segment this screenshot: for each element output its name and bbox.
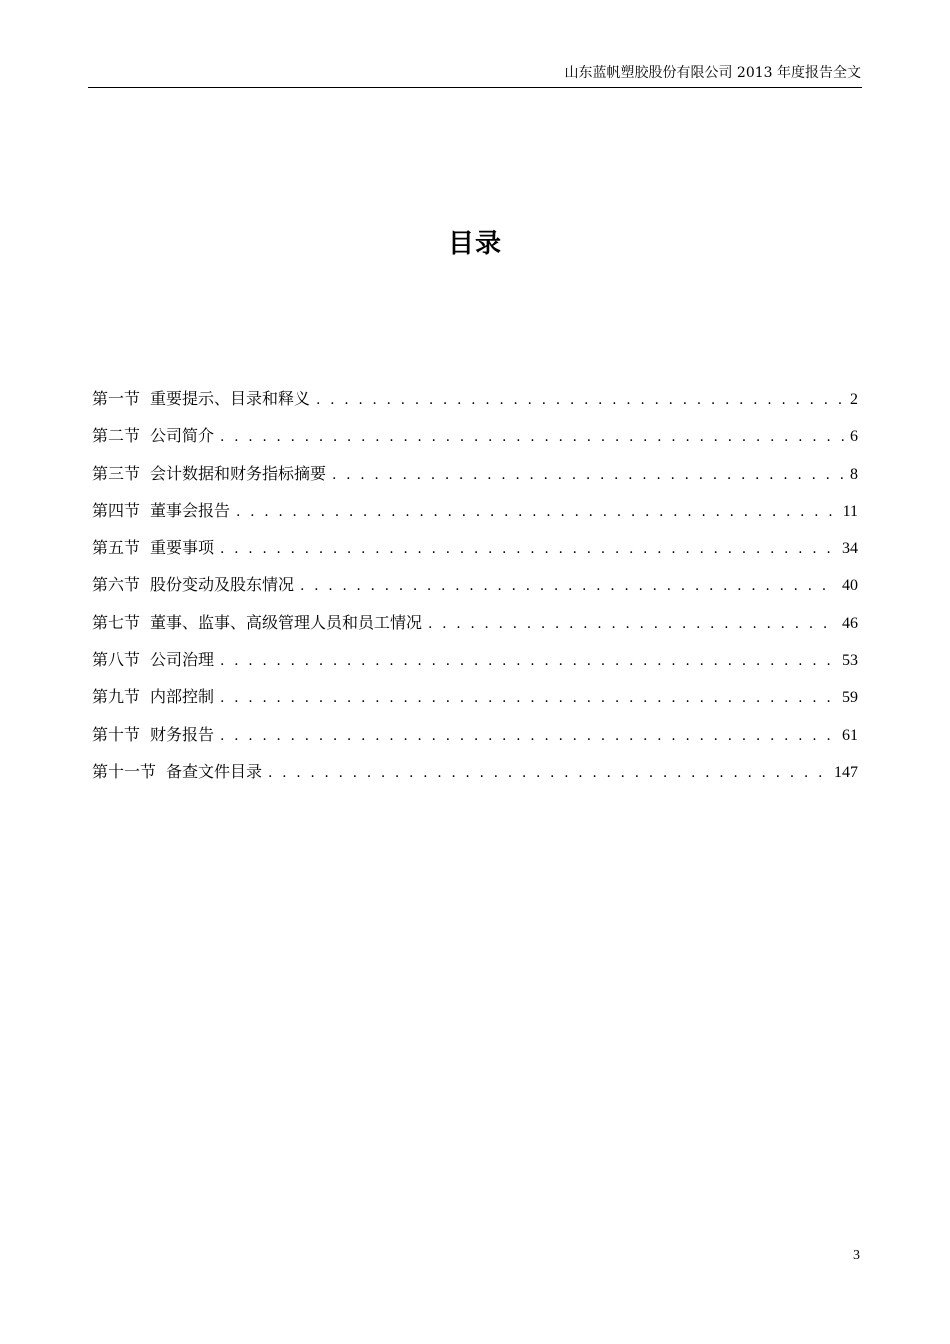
toc-page-number: 11: [842, 502, 858, 520]
toc-section-number: 第二节: [92, 426, 141, 446]
toc-section-title: 公司治理: [150, 650, 215, 670]
page-number: 3: [853, 1248, 860, 1263]
toc-page-number: 40: [842, 577, 858, 595]
toc-section-title: 重要事项: [150, 538, 215, 558]
toc-page-number: 46: [842, 614, 858, 632]
toc-list: [92, 386, 858, 796]
toc-page-number: 6: [850, 428, 858, 446]
toc-page-number: 8: [850, 465, 858, 483]
toc-page-number: 53: [842, 652, 858, 670]
toc-section-number: 第四节: [92, 500, 141, 520]
toc-page-number: 61: [842, 726, 858, 744]
toc-page-number: 59: [842, 689, 858, 707]
toc-title: 目录: [447, 229, 502, 259]
toc-entry-6[interactable]: [92, 572, 858, 609]
toc-entry-8[interactable]: [92, 647, 858, 684]
toc-dot-leader: [220, 723, 836, 749]
toc-section-title: 会计数据和财务指标摘要: [150, 463, 327, 483]
toc-dot-leader: [428, 611, 836, 637]
toc-section-number: 第十一节: [92, 761, 157, 781]
toc-section-number: 第三节: [92, 463, 141, 483]
toc-section-number: 第一节: [92, 389, 141, 408]
toc-dot-leader: [220, 424, 844, 450]
toc-section-number: 第七节: [92, 612, 141, 632]
document-header-title: 山东蓝帆塑胶股份有限公司 2013 年度报告全文: [564, 65, 861, 81]
toc-section-title: 股份变动及股东情况: [150, 575, 295, 595]
toc-dot-leader: [236, 499, 837, 525]
toc-entry-1[interactable]: [92, 386, 858, 423]
toc-entry-7[interactable]: [92, 610, 858, 647]
toc-section-title: 董事、监事、高级管理人员和员工情况: [150, 612, 423, 632]
toc-entry-4[interactable]: [92, 498, 858, 535]
toc-entry-2[interactable]: [92, 423, 858, 460]
toc-entry-10[interactable]: [92, 722, 858, 759]
toc-page-number: 34: [842, 540, 858, 558]
toc-page-number: 2: [850, 391, 858, 408]
toc-dot-leader: [220, 685, 836, 711]
toc-entry-11[interactable]: [92, 759, 858, 796]
toc-dot-leader: [316, 387, 844, 413]
toc-entry-5[interactable]: [92, 535, 858, 572]
toc-page-number: 147: [834, 763, 858, 781]
toc-section-title: 重要提示、目录和释义: [150, 389, 311, 408]
toc-section-title: 公司简介: [150, 426, 215, 446]
toc-entry-9[interactable]: [92, 684, 858, 721]
toc-dot-leader: [268, 760, 828, 786]
toc-section-title: 财务报告: [150, 724, 215, 744]
toc-section-number: 第九节: [92, 687, 141, 707]
toc-entry-3[interactable]: [92, 461, 858, 498]
toc-section-number: 第八节: [92, 650, 141, 670]
toc-section-title: 董事会报告: [150, 500, 231, 520]
toc-dot-leader: [332, 462, 844, 488]
toc-section-number: 第六节: [92, 575, 141, 595]
toc-section-title: 内部控制: [150, 687, 215, 707]
toc-section-number: 第五节: [92, 538, 141, 558]
toc-section-number: 第十节: [92, 724, 141, 744]
toc-dot-leader: [220, 648, 836, 674]
toc-dot-leader: [300, 573, 836, 599]
toc-section-title: 备查文件目录: [166, 761, 263, 781]
toc-dot-leader: [220, 536, 836, 562]
header-divider: [88, 87, 862, 88]
